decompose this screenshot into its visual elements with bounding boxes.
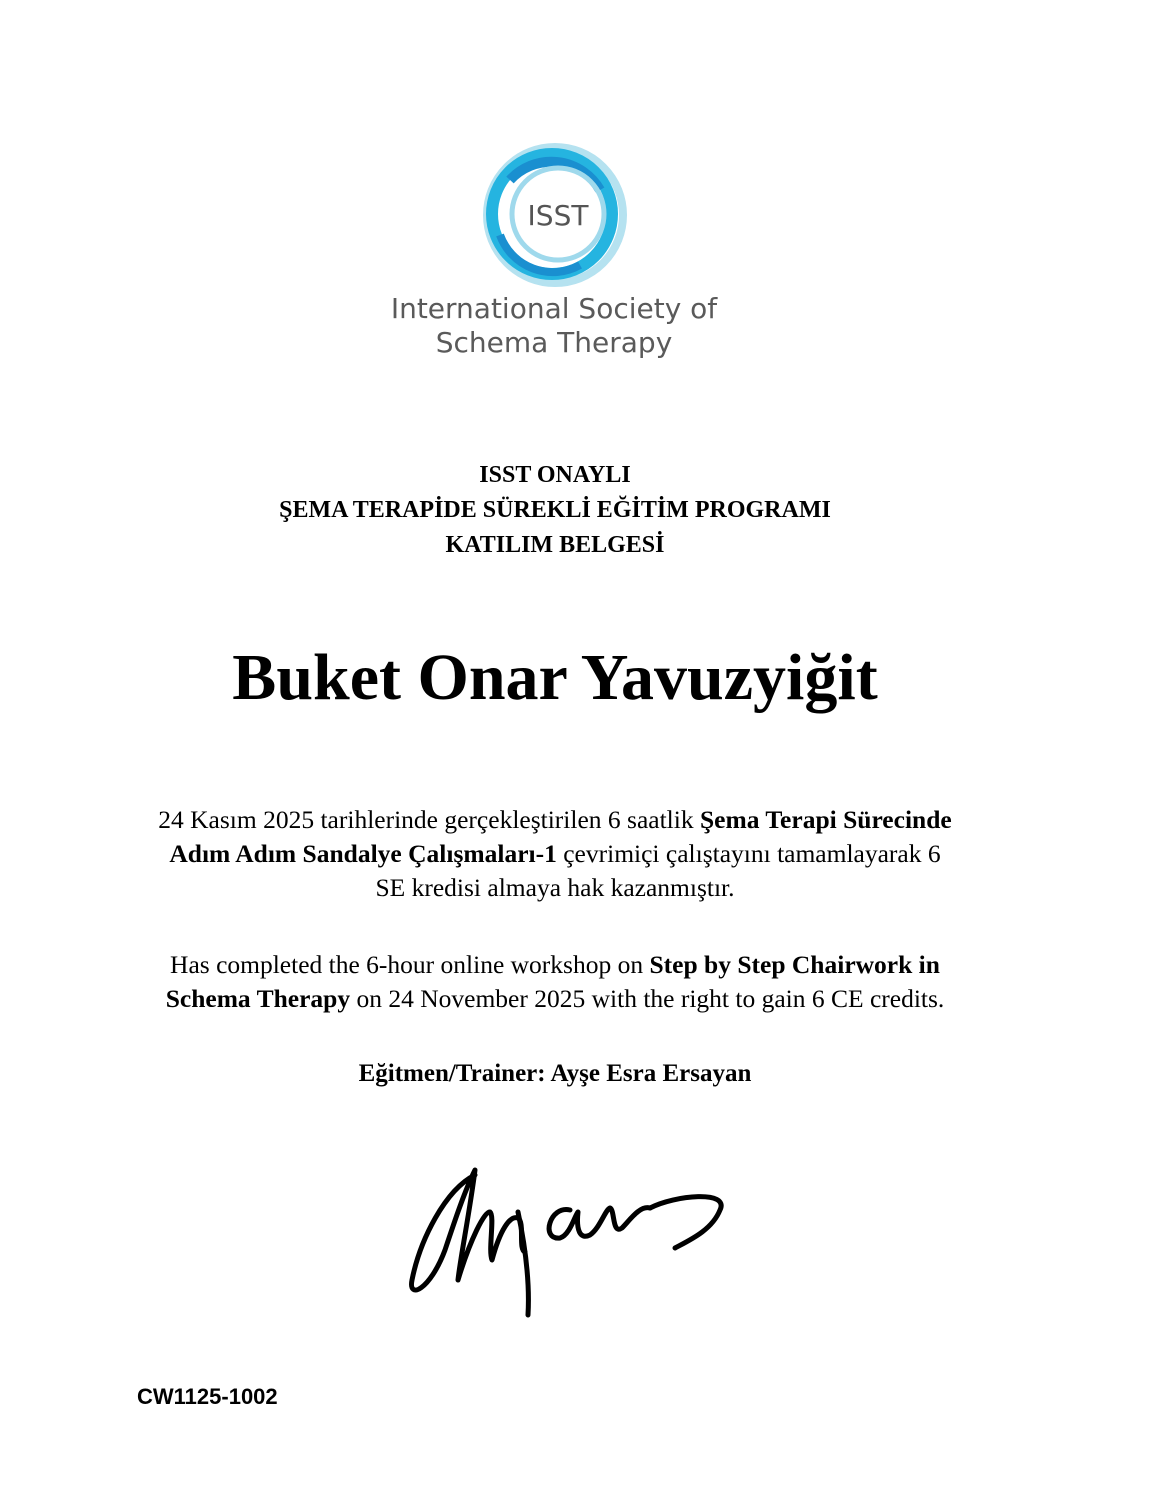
recipient-name: Buket Onar Yavuzyiğit (232, 641, 878, 714)
logo-abbreviation: ISST (527, 199, 589, 232)
tr-course-title: Şema Terapi Sürecinde (699, 805, 952, 834)
certificate-code: CW1125-1002 (137, 1384, 278, 1409)
trainer-signature (400, 1150, 740, 1330)
en-course-title: Step by Step Chairwork in (649, 950, 940, 979)
tr-course-title-cont: Adım Adım Sandalye Çalışmaları-1 (169, 839, 557, 868)
org-name-line1: International Society of (390, 292, 718, 325)
heading-line2: ŞEMA TERAPİDE SÜREKLİ EĞİTİM PROGRAMI (279, 497, 831, 523)
english-paragraph (0, 948, 1110, 1016)
org-name-line2: Schema Therapy (435, 326, 673, 359)
en-text: Has completed the 6-hour online workshop on (170, 950, 650, 979)
en-text: on 24 November 2025 with the right to gain 6 CE credits. (350, 984, 945, 1013)
tr-text: çevrimiçi çalıştayını tamamlayarak 6 (556, 839, 941, 868)
heading-line3: KATILIM BELGESİ (445, 532, 665, 558)
turkish-paragraph (0, 803, 1110, 905)
trainer-line: Eğitmen/Trainer: Ayşe Esra Ersayan (358, 1060, 752, 1087)
isst-logo (470, 140, 640, 290)
en-course-title-cont: Schema Therapy (165, 984, 351, 1013)
isst-ring-icon (470, 140, 640, 290)
certificate-heading (0, 458, 1110, 563)
tr-text: SE kredisi almaya hak kazanmıştır. (375, 873, 735, 902)
tr-text: 24 Kasım 2025 tarihlerinde gerçekleştirilen 6 saatlik (158, 805, 700, 834)
heading-line1: ISST ONAYLI (479, 462, 631, 488)
